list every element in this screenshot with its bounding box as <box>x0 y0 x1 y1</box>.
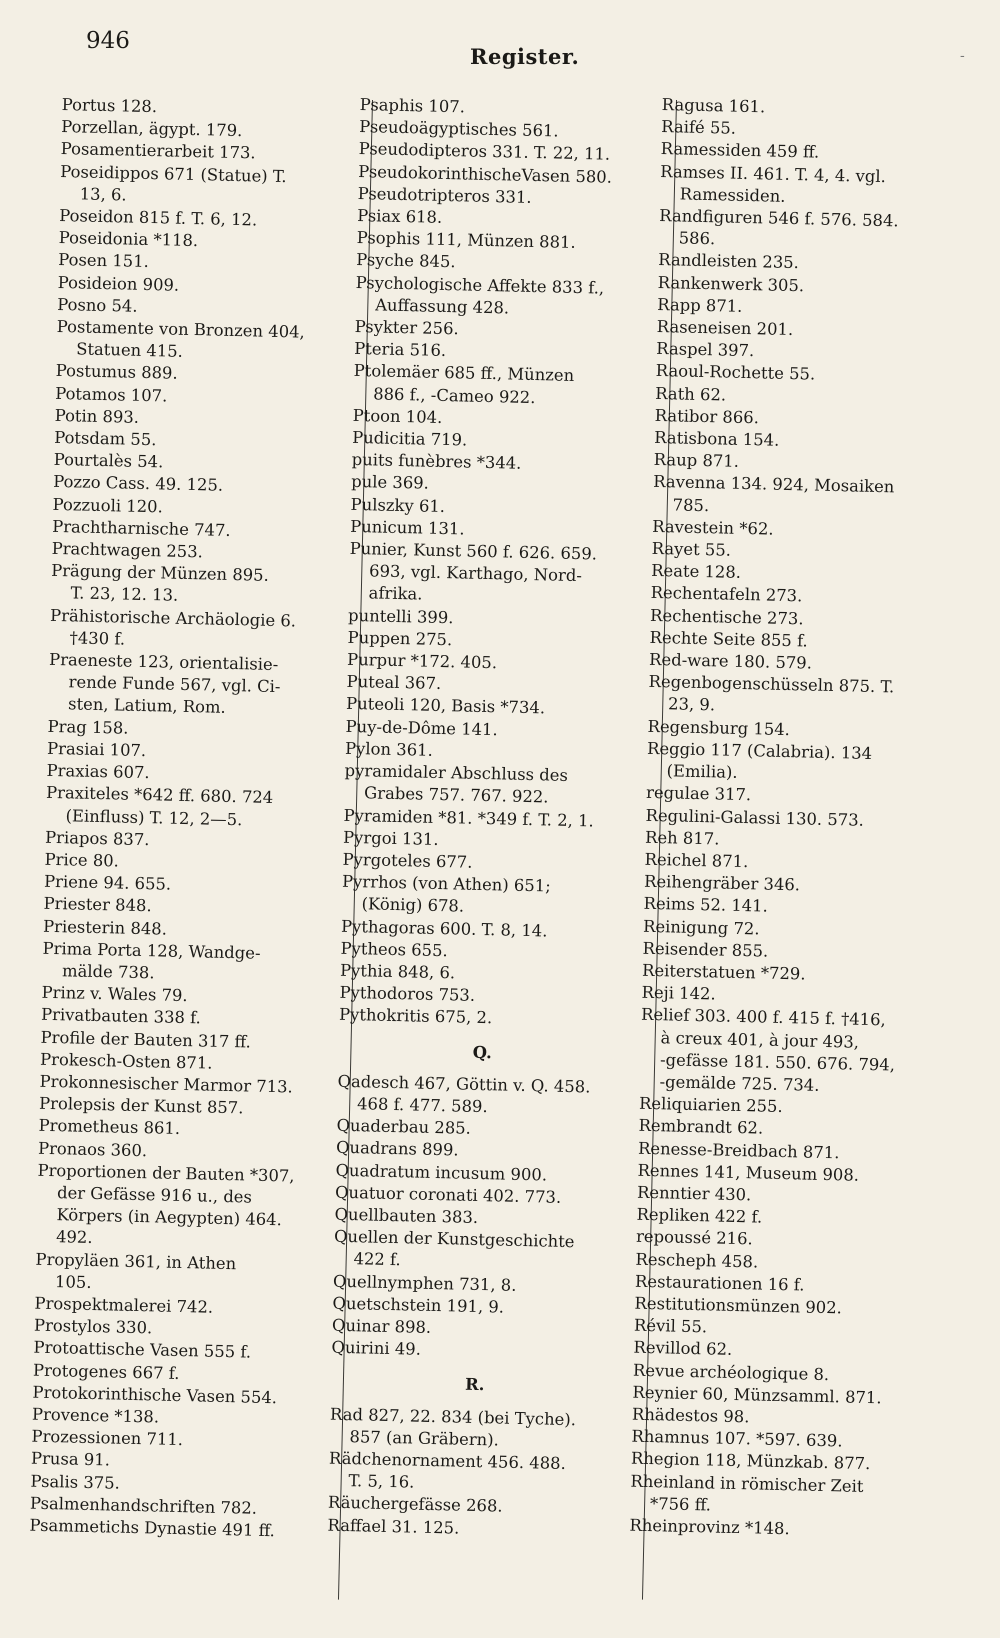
index-entry: Pseudodipteros 331. T. 22, 11. <box>358 139 611 165</box>
index-entry: Posno 54. <box>57 294 138 316</box>
header-mark: - <box>960 48 965 64</box>
index-entry: Quadrans 899. <box>335 1138 459 1160</box>
index-entry: Rädchenornament 456. 488. T. 5, 16. <box>328 1448 567 1492</box>
index-entry: Prachtwagen 253. <box>51 538 204 562</box>
index-entry: Rayet 55. <box>651 538 732 560</box>
index-entry: Pyrgoteles 677. <box>342 849 473 872</box>
index-entry: Pudicitia 719. <box>351 427 468 450</box>
index-entry: Profile der Bauten 317 ff. <box>40 1027 252 1052</box>
index-column-2 <box>325 94 648 1630</box>
index-entry: Potin 893. <box>54 405 140 427</box>
index-entry: Renesse-Breidbach 871. <box>637 1138 840 1162</box>
index-entry: Pourtalès 54. <box>53 450 164 472</box>
index-entry: Pozzo Cass. 49. 125. <box>52 472 224 496</box>
index-entry: Rad 827, 22. 834 (bei Tyche). 857 (an Gräbern). <box>329 1404 577 1450</box>
index-entry: Propyläen 361, in Athen 105. <box>35 1249 237 1292</box>
index-entry: Price 80. <box>44 849 120 871</box>
index-entry: Quellen der Kunstgeschichte 422 f. <box>333 1226 575 1270</box>
index-entry: Protokorinthische Vasen 554. <box>32 1382 278 1407</box>
index-entry: Reate 128. <box>650 561 742 583</box>
index-entry: Pythokritis 675, 2. <box>338 1005 493 1028</box>
index-entry: Priapos 837. <box>44 827 150 849</box>
index-entry: Rheinprovinz *148. <box>629 1515 790 1539</box>
index-entry: Randleisten 235. <box>658 250 800 273</box>
index-entry: Prozessionen 711. <box>31 1426 184 1450</box>
index-entry: Reims 52. 141. <box>643 894 769 916</box>
index-entry: Rhamnus 107. *597. 639. <box>631 1426 843 1451</box>
index-entry: Priester 848. <box>43 894 152 916</box>
index-entry: Psalis 375. <box>30 1471 121 1493</box>
index-entry: Provence *138. <box>31 1404 160 1427</box>
index-entry: Prospektmalerei 742. <box>34 1293 214 1317</box>
index-entry: Quadratum incusum 900. <box>335 1160 548 1185</box>
index-entry: Purpur *172. 405. <box>346 649 498 673</box>
index-entry: Reisender 855. <box>642 938 769 961</box>
index-entry: Reinigung 72. <box>642 916 760 938</box>
index-entry: Ratibor 866. <box>654 405 760 428</box>
index-entry: Räuchergefässe 268. <box>327 1493 503 1516</box>
index-entry: Ramessiden 459 ff. <box>660 139 820 162</box>
index-entry: Psykter 256. <box>354 316 459 339</box>
index-entry: Raup 871. <box>653 450 740 472</box>
index-entry: Pronaos 360. <box>37 1138 148 1160</box>
index-entry: Puppen 275. <box>347 627 453 650</box>
index-entry: Priesterin 848. <box>42 916 168 939</box>
section-letter: R. <box>464 1375 485 1395</box>
index-entry: Pythagoras 600. T. 8, 14. <box>340 916 548 940</box>
index-entry: Pyramiden *81. *349 f. T. 2, 1. <box>343 805 594 830</box>
index-entry: Posideion 909. <box>57 272 180 295</box>
index-entry: Pythodoros 753. <box>339 982 476 1005</box>
index-entry: pule 369. <box>350 472 430 494</box>
index-entry: Reiterstatuen *729. <box>641 960 806 984</box>
index-entry: Praxias 607. <box>46 760 150 783</box>
index-entry: Rhegion 118, Münzkab. 877. <box>630 1449 871 1474</box>
index-entry: puntelli 399. <box>347 605 454 627</box>
index-entry: Pyrrhos (von Athen) 651; (König) 678. <box>341 871 551 916</box>
index-entry: pyramidaler Abschluss des Grabes 757. 767. 922. <box>344 760 569 807</box>
index-entry: Prusa 91. <box>30 1449 111 1470</box>
index-entry: Revue archéologique 8. <box>632 1360 830 1384</box>
index-entry: Reji 142. <box>641 982 716 1004</box>
index-column-1 <box>27 94 342 1630</box>
index-entry: Prinz v. Wales 79. <box>41 982 188 1006</box>
index-entry: Renntier 430. <box>636 1182 752 1205</box>
index-entry: Raspel 397. <box>656 339 755 361</box>
index-entry: Pteria 516. <box>354 339 447 361</box>
index-entry: Rescheph 458. <box>635 1249 759 1272</box>
index-entry: Rapp 871. <box>657 294 743 316</box>
index-entry: PseudokorinthischeVasen 580. <box>358 161 613 187</box>
index-entry: Qadesch 467, Göttin v. Q. 458. 468 f. 477. 589. <box>337 1071 591 1117</box>
index-entry: Ramses II. 461. T. 4, 4. vgl. Ramessiden. <box>660 161 887 206</box>
index-entry: Protogenes 667 f. <box>32 1360 180 1383</box>
index-entry: Ptoon 104. <box>352 405 443 427</box>
index-entry: Punier, Kunst 560 f. 626. 659. 693, vgl. Karthago, Nord- afrika. <box>349 538 598 605</box>
index-entry: Prostylos 330. <box>33 1315 153 1338</box>
index-entry: Rembrandt 62. <box>638 1116 764 1138</box>
index-entry: Psophis 111, Münzen 881. <box>356 228 576 253</box>
index-entry: Ragusa 161. <box>661 94 766 117</box>
index-entry: Pozzuoli 120. <box>52 494 164 517</box>
index-entry: Quellbauten 383. <box>334 1204 479 1227</box>
index-entry: Pytheos 655. <box>340 938 448 960</box>
index-entry: Quaderbau 285. <box>336 1115 472 1138</box>
index-entry: Rennes 141, Museum 908. <box>637 1160 860 1185</box>
index-entry: Prokonnesischer Marmor 713. <box>39 1071 293 1097</box>
index-entry: Repliken 422 f. <box>636 1204 763 1227</box>
index-entry: Porzellan, ägypt. 179. <box>61 117 243 141</box>
index-entry: Potsdam 55. <box>53 427 157 450</box>
index-entry: Praxiteles *642 ff. 680. 724 (Einfluss) T. 12, 2—5. <box>45 783 274 829</box>
index-entry: Révil 55. <box>633 1315 708 1337</box>
index-entry: Rechte Seite 855 f. <box>649 627 808 651</box>
index-entry: Rath 62. <box>654 383 727 405</box>
index-entry: Pseudoägyptisches 561. <box>359 117 559 141</box>
index-entry: Potamos 107. <box>54 383 168 406</box>
running-header: Register. <box>470 44 580 69</box>
index-entry: Puy-de-Dôme 141. <box>345 716 498 739</box>
index-entry: Raifé 55. <box>661 117 737 138</box>
index-entry: Prasiai 107. <box>46 738 147 760</box>
index-entry: Prima Porta 128, Wandge- mälde 738. <box>42 938 261 983</box>
index-entry: Psyche 845. <box>356 250 456 272</box>
index-entry: Poseidippos 671 (Statue) T. 13, 6. <box>60 161 287 205</box>
index-entry: Raoul-Rochette 55. <box>655 361 816 384</box>
index-entry: Relief 303. 400 f. 415 f. †416, à creux 401, à jour 493, -gefässe 181. 550. 676. 794, -gemälde 725. 734. <box>640 1005 896 1095</box>
index-entry: Praeneste 123, orientalisie- rende Funde 567, vgl. Ci- sten, Latium, Rom. <box>48 649 281 718</box>
index-entry: Reynier 60, Münzsamml. 871. <box>632 1382 882 1408</box>
index-entry: Rhädestos 98. <box>631 1404 750 1427</box>
index-entry: Prachtharnische 747. <box>51 516 231 540</box>
index-entry: Postumus 889. <box>55 361 178 384</box>
index-entry: Ravestein *62. <box>651 516 774 539</box>
index-entry: Pulszky 61. <box>350 494 446 516</box>
index-entry: Puteoli 120, Basis *734. <box>345 694 546 718</box>
index-entry: Quinar 898. <box>331 1315 432 1337</box>
index-entry: Posamentierarbeit 173. <box>60 139 256 163</box>
index-entry: Poseidon 815 f. T. 6, 12. <box>59 205 258 230</box>
index-entry: Psaphis 107. <box>359 94 466 117</box>
index-entry: Regenbogenschüsseln 875. T. 23, 9. <box>648 672 895 715</box>
section-letter: Q. <box>472 1042 493 1062</box>
index-entry: Regulini-Galassi 130. 573. <box>645 805 865 830</box>
index-entry: Raseneisen 201. <box>656 316 794 340</box>
index-entry: Psiax 618. <box>357 205 443 227</box>
index-entry: Reggio 117 (Calabria). 134 (Emilia). <box>646 738 873 782</box>
index-entry: Rankenwerk 305. <box>657 272 805 295</box>
index-entry: Reliquiarien 255. <box>638 1093 783 1117</box>
index-entry: Restaurationen 16 f. <box>634 1271 805 1295</box>
index-entry: Prokesch-Osten 871. <box>39 1049 213 1073</box>
index-entry: Ravenna 134. 924, Mosaiken 785. <box>652 472 895 515</box>
index-entry: Rechentafeln 273. <box>650 583 803 606</box>
index-entry: Prometheus 861. <box>38 1116 181 1139</box>
index-entry: Pseudotripteros 331. <box>357 183 532 207</box>
index-entry: Prag 158. <box>47 716 129 738</box>
index-entry: Protoattische Vasen 555 f. <box>33 1338 252 1362</box>
index-entry: Restitutionsmünzen 902. <box>634 1293 843 1318</box>
index-entry: Pyrgoi 131. <box>342 827 439 849</box>
index-entry: Rheinland in römischer Zeit *756 ff. <box>630 1471 864 1515</box>
index-entry: Ptolemäer 685 ff., Münzen 886 f., -Cameo 922. <box>353 361 575 407</box>
index-entry: Proportionen der Bauten *307, der Gefässe 916 u., des Körpers (in Aegypten) 464. 492. <box>37 1160 295 1248</box>
index-entry: Reihengräber 346. <box>643 871 801 895</box>
index-entry: Psammetichs Dynastie 491 ff. <box>29 1515 276 1541</box>
index-entry: Pylon 361. <box>344 738 434 760</box>
index-entry: Postamente von Bronzen 404, Statuen 415. <box>56 316 305 362</box>
index-entry: Randfiguren 546 f. 576. 584. 586. <box>659 205 899 249</box>
index-entry: Quetschstein 191, 9. <box>332 1293 505 1317</box>
index-columns <box>0 94 1000 1624</box>
page-number: 946 <box>86 28 130 54</box>
index-entry: Reh 817. <box>644 827 720 849</box>
index-entry: Psychologische Affekte 833 f., Auffassung 428. <box>355 272 605 318</box>
index-entry: regulae 317. <box>645 783 752 805</box>
index-entry: Priene 94. 655. <box>43 871 172 894</box>
index-entry: Prolepsis der Kunst 857. <box>38 1093 244 1118</box>
index-entry: Quellnymphen 731, 8. <box>332 1271 517 1295</box>
index-entry: Revillod 62. <box>633 1338 733 1360</box>
index-column-3 <box>627 94 944 1630</box>
index-entry: Prähistorische Archäologie 6. †430 f. <box>49 605 297 649</box>
index-entry: Ratisbona 154. <box>653 427 780 450</box>
index-entry: Posen 151. <box>58 250 150 272</box>
index-entry: Quirini 49. <box>331 1337 422 1359</box>
index-entry: Punicum 131. <box>349 516 465 539</box>
index-entry: Puteal 367. <box>346 672 442 694</box>
index-entry: Red-ware 180. 579. <box>648 649 813 673</box>
index-entry: Pythia 848, 6. <box>339 960 456 983</box>
index-entry: Reichel 871. <box>644 849 749 872</box>
index-entry: Quatuor coronati 402. 773. <box>334 1182 562 1207</box>
index-entry: Rechentische 273. <box>649 605 804 629</box>
index-entry: repoussé 216. <box>635 1227 753 1249</box>
index-entry: puits funèbres *344. <box>351 450 522 474</box>
index-entry: Portus 128. <box>61 94 158 117</box>
index-entry: Privatbauten 338 f. <box>40 1005 202 1028</box>
index-entry: Raffael 31. 125. <box>327 1515 460 1538</box>
index-entry: Regensburg 154. <box>647 716 791 739</box>
index-entry: Psalmenhandschriften 782. <box>29 1493 258 1518</box>
index-entry: Poseidonia *118. <box>58 228 199 251</box>
index-entry: Prägung der Münzen 895. T. 23, 12. 13. <box>50 561 270 606</box>
